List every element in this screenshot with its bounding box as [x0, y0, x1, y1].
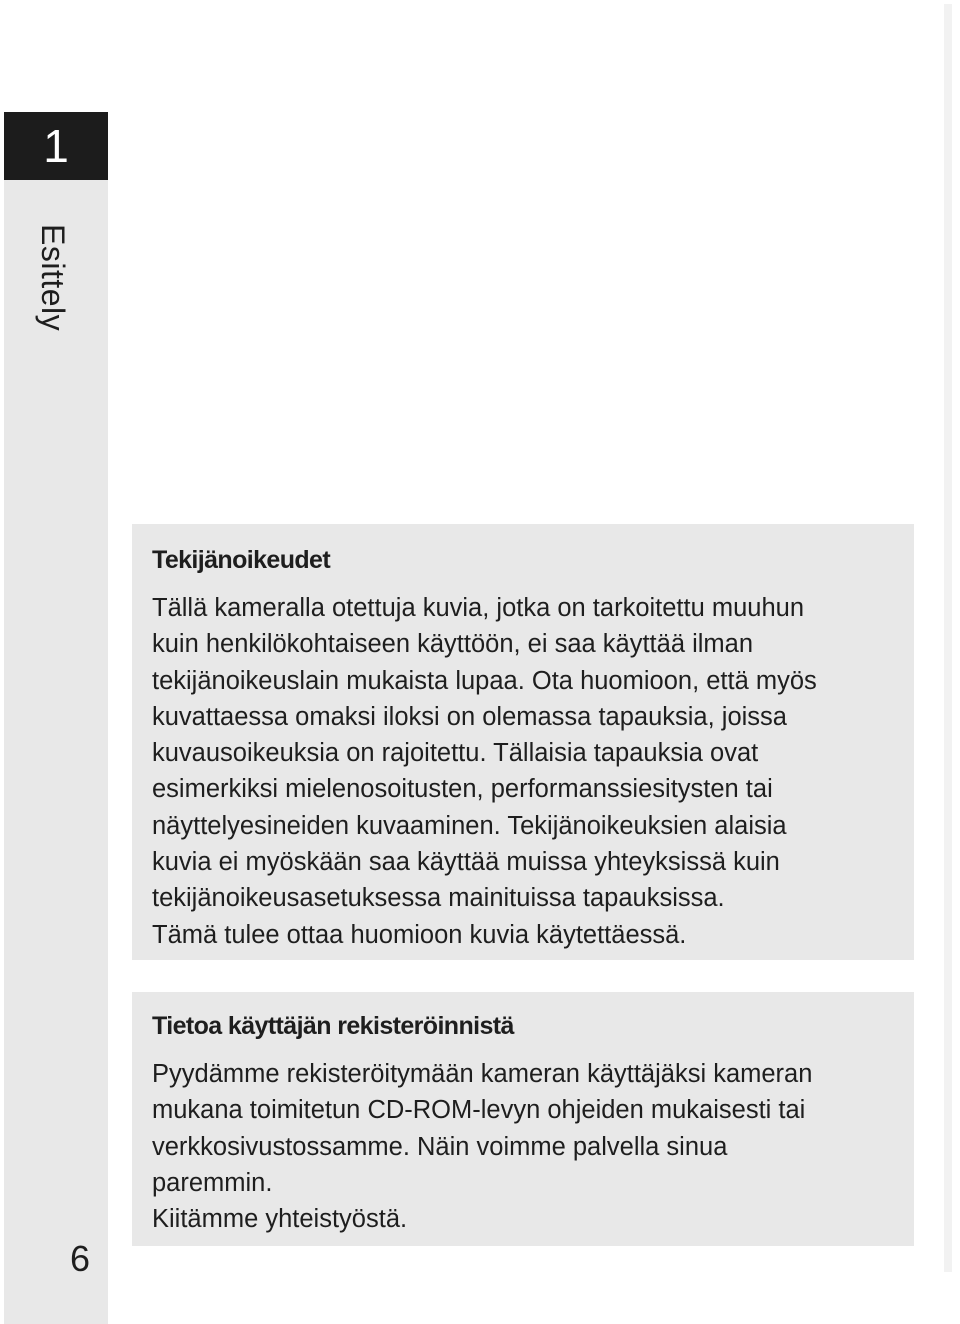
copyright-heading: Tekijänoikeudet — [152, 546, 331, 574]
registration-heading: Tietoa käyttäjän rekisteröinnistä — [152, 1012, 514, 1040]
copyright-note-box — [132, 524, 914, 960]
right-page-edge — [944, 4, 952, 1272]
copyright-body: Tällä kameralla otettuja kuvia, jotka on tarkoitettu muuhun kuin henkilökohtaiseen käyttöön, ei saa käyttää ilman tekijänoikeuslain mukaista lupaa. Ota huomioon, että myös kuvattaessa omaksi iloksi on olemassa tapauksia, joissa kuvausoikeuksia on rajoitettu. Tällaisia tapauksia ovat esimerkiksi mielenosoitusten, performanssiesitysten tai näyttelyesineiden kuvaaminen. Tekijänoikeuksien alaisia kuvia ei myöskään saa käyttää muissa yhteyksissä kuin tekijänoikeusasetuksessa mainituissa tapauksissa. Tämä tulee ottaa huomioon kuvia käytettäessä. — [152, 594, 817, 949]
page-number: 6 — [69, 1238, 91, 1279]
registration-body: Pyydämme rekisteröitymään kameran käyttäjäksi kameran mukana toimitetun CD-ROM-levyn ohjeiden mukaisesti tai verkkosivustossamme. Näin voimme palvella sinua paremmin. Kiitämme yhteistyöstä. — [152, 1060, 813, 1234]
chapter-title: Esittely — [35, 224, 71, 332]
chapter-number-tab — [4, 112, 108, 180]
registration-note-box — [132, 992, 914, 1246]
chapter-number: 1 — [43, 120, 69, 172]
